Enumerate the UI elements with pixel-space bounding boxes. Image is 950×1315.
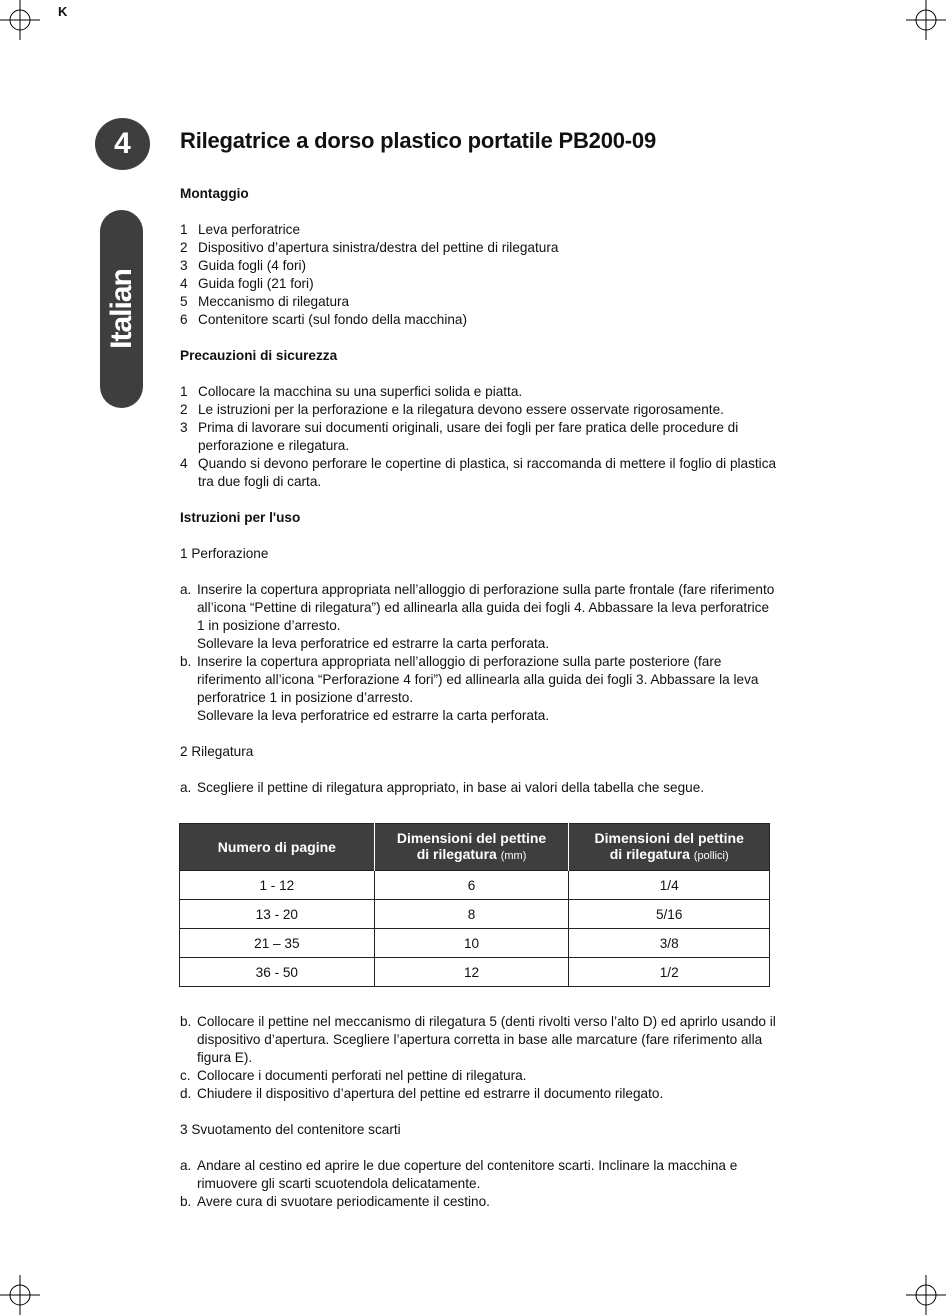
column-header: Numero di pagine xyxy=(180,824,375,871)
page-title: Rilegatrice a dorso plastico portatile PB200-09 xyxy=(180,128,656,153)
table-row: 13 - 20 8 5/16 xyxy=(180,900,770,929)
document-body-continued xyxy=(180,1013,780,1211)
list-item: 3 Guida fogli (4 fori) xyxy=(180,258,307,273)
safety-heading: Precauzioni di sicurezza xyxy=(180,348,338,363)
list-item: c. Collocare i documenti perforati nel pettine di rilegatura. xyxy=(180,1068,527,1083)
list-item: a. Andare al cestino ed aprire le due coperture del contenitore scarti. Inclinare la macchina e rimuovere gli scarti scuotendola delicatamente. xyxy=(180,1158,738,1191)
table-row: 21 – 35 10 3/8 xyxy=(180,929,770,958)
list-item: 5 Meccanismo di rilegatura xyxy=(180,294,350,309)
chapter-number-badge: 4 xyxy=(95,118,150,170)
assembly-heading: Montaggio xyxy=(180,186,249,201)
list-item: 1 Collocare la macchina su una superfici solida e piatta. xyxy=(180,384,523,399)
document-body xyxy=(180,185,780,797)
step-binding: 2 Rilegatura xyxy=(180,744,254,759)
comb-size-table xyxy=(179,823,770,987)
language-tab-label: Italian xyxy=(104,269,138,349)
column-header: Dimensioni del pettine di rilegatura (mm) xyxy=(374,824,569,871)
step-emptying: 3 Svuotamento del contenitore scarti xyxy=(180,1122,401,1137)
table-header-row xyxy=(180,824,770,871)
list-item: 4 Guida fogli (21 fori) xyxy=(180,276,314,291)
list-item: b. Collocare il pettine nel meccanismo di rilegatura 5 (denti rivolti verso l’alto D) ed aprirlo usando il dispositivo d’apertura. Scegliere l’apertura corretta in base alle marcature (fare riferimento alla figura E). xyxy=(180,1014,776,1065)
list-item: 2 Le istruzioni per la perforazione e la rilegatura devono essere osservate rigorosamente. xyxy=(180,402,724,417)
list-item: 3 Prima di lavorare sui documenti originali, usare dei fogli per fare pratica delle procedure di perforazione e rilegatura. xyxy=(180,420,739,453)
list-item: a. Scegliere il pettine di rilegatura appropriato, in base ai valori della tabella che segue. xyxy=(180,780,705,795)
crop-mark-icon xyxy=(0,0,40,40)
list-item: 6 Contenitore scarti (sul fondo della macchina) xyxy=(180,312,467,327)
step-perforation: 1 Perforazione xyxy=(180,546,269,561)
column-header: Dimensioni del pettine di rilegatura (pollici) xyxy=(569,824,770,871)
list-item: 1 Leva perforatrice xyxy=(180,222,301,237)
table-row: 1 - 12 6 1/4 xyxy=(180,871,770,900)
list-item: 2 Dispositivo d’apertura sinistra/destra del pettine di rilegatura xyxy=(180,240,559,255)
table-row: 36 - 50 12 1/2 xyxy=(180,958,770,987)
crop-mark-icon xyxy=(0,1275,40,1315)
language-tab xyxy=(100,210,143,408)
list-item: a. Inserire la copertura appropriata nell’alloggio di perforazione sulla parte frontale (fare riferimento all’icona “Pettine di rilegatura”) ed allinearla alla guida dei fogli 4. Abbassare la leva perforatrice 1 in posizione d’arresto. Sollevare la leva perforatrice ed estrarre la carta perforata. xyxy=(180,582,775,651)
list-item: d. Chiudere il dispositivo d’apertura del pettine ed estrarre il documento rilegato. xyxy=(180,1086,664,1101)
list-item: b. Inserire la copertura appropriata nell’alloggio di perforazione sulla parte posteriore (fare riferimento all’icona “Perforazione 4 fori”) ed allinearla alla guida dei fogli 3. Abbassare la leva perforatrice 1 in posizione d’arresto. Sollevare la leva perforatrice ed estrarre la carta perforata. xyxy=(180,654,759,723)
list-item: 4 Quando si devono perforare le copertine di plastica, si raccomanda di mettere il foglio di plastica tra due fogli di carta. xyxy=(180,456,777,489)
crop-mark-icon xyxy=(906,1275,946,1315)
crop-mark-icon xyxy=(906,0,946,40)
list-item: b. Avere cura di svuotare periodicamente il cestino. xyxy=(180,1194,490,1209)
usage-heading: Istruzioni per l'uso xyxy=(180,510,301,525)
corner-letter: K xyxy=(58,4,68,19)
